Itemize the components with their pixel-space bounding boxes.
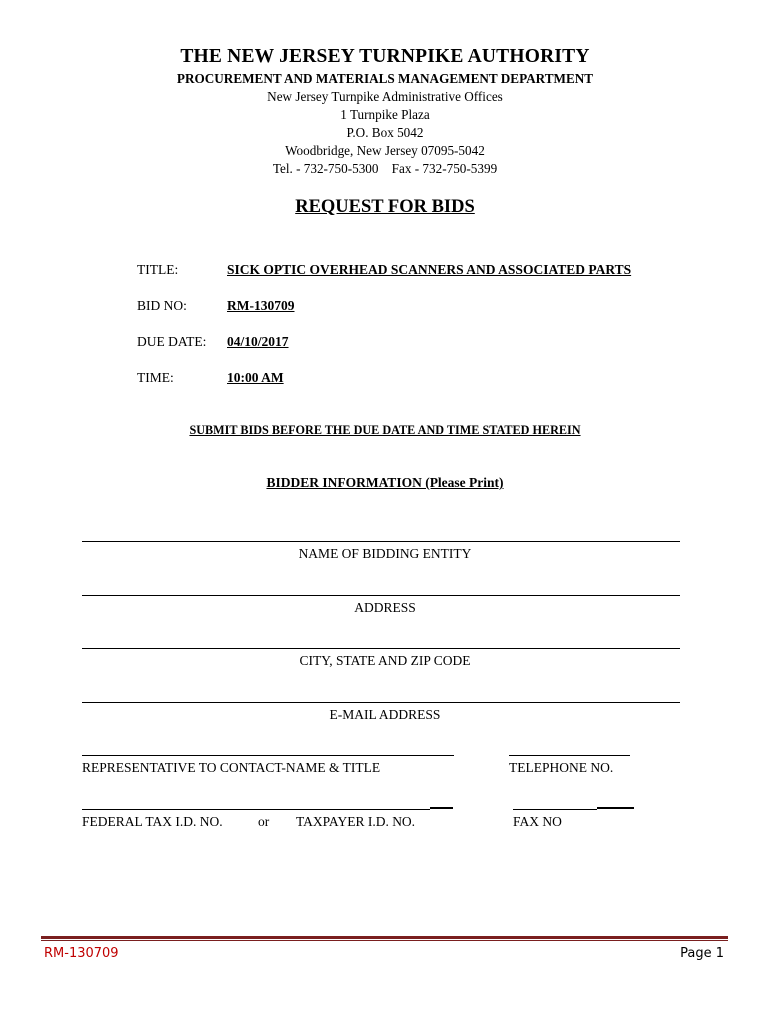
footer-rule-thin [41,940,728,941]
representative-caption: REPRESENTATIVE TO CONTACT-NAME & TITLE [82,760,381,775]
city-entry-line[interactable] [82,648,680,649]
fax-entry-line[interactable] [513,809,597,810]
taxpayer-caption: TAXPAYER I.D. NO. [296,814,416,829]
email-entry-line[interactable] [82,702,680,703]
bidder-info-heading: BIDDER INFORMATION (Please Print) [266,475,504,490]
or-caption: or [258,814,270,829]
bid-no-label: BID NO: [137,298,187,313]
telephone-caption: TELEPHONE NO. [509,760,614,775]
time-value: 10:00 AM [227,370,284,385]
city-caption: CITY, STATE AND ZIP CODE [299,653,471,668]
tax-id-entry-line-end [430,807,453,809]
address-entry-line[interactable] [82,595,680,596]
federal-tax-caption: FEDERAL TAX I.D. NO. [82,814,223,829]
authority-title: THE NEW JERSEY TURNPIKE AUTHORITY [180,46,590,67]
fax-entry-line-end [597,807,634,809]
representative-entry-line[interactable] [82,755,454,756]
address-line-2: 1 Turnpike Plaza [340,107,430,122]
address-caption: ADDRESS [354,600,416,615]
address-line-1: New Jersey Turnpike Administrative Offices [267,89,503,104]
submit-notice: SUBMIT BIDS BEFORE THE DUE DATE AND TIME STATED HEREIN [189,423,581,437]
address-line-4: Woodbridge, New Jersey 07095-5042 [285,143,485,158]
email-caption: E-MAIL ADDRESS [329,707,441,722]
name-caption: NAME OF BIDDING ENTITY [298,546,472,561]
fax-caption: FAX NO [513,814,562,829]
due-date-label: DUE DATE: [137,334,207,349]
address-line-3: P.O. Box 5042 [346,125,424,140]
footer-page-number: Page 1 [680,946,724,961]
name-entry-line[interactable] [82,541,680,542]
phone-fax-line: Tel. - 732-750-5300 Fax - 732-750-5399 [272,161,498,176]
time-label: TIME: [137,370,174,385]
document-title: REQUEST FOR BIDS [295,197,475,217]
department-title: PROCUREMENT AND MATERIALS MANAGEMENT DEPARTMENT [176,71,594,86]
tax-id-entry-line[interactable] [82,809,430,810]
title-label: TITLE: [137,262,179,277]
due-date-value: 04/10/2017 [227,334,289,349]
bid-no-value: RM-130709 [227,298,295,313]
telephone-entry-line[interactable] [509,755,630,756]
footer-doc-ref: RM-130709 [44,946,119,961]
title-value: SICK OPTIC OVERHEAD SCANNERS AND ASSOCIATED PARTS [227,262,632,277]
footer-rule [41,936,728,939]
